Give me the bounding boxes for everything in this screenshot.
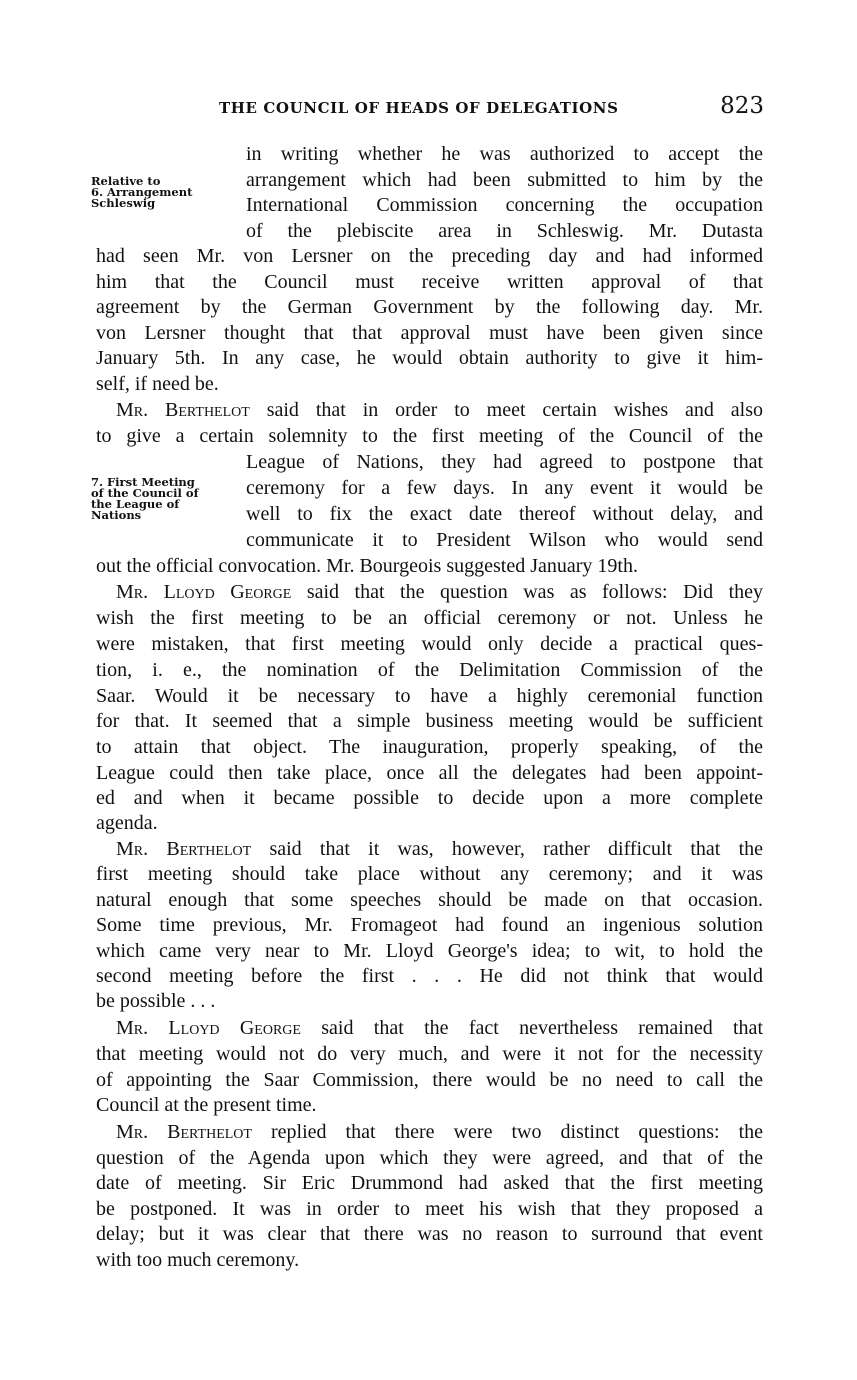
- margin-note-league-meeting: [91, 477, 241, 521]
- text-line: which came very near to Mr. Lloyd George's idea; to wit, to hold the: [96, 940, 763, 962]
- margin-note-line: 7. First Meeting: [91, 475, 195, 489]
- text-line: him that the Council must receive written approval of that: [96, 271, 763, 293]
- text-line: to give a certain solemnity to the first meeting of the Council of the: [96, 425, 763, 447]
- text-line: in writing whether he was authorized to accept the: [246, 143, 763, 165]
- text-line: ceremony for a few days. In any event it would be: [246, 477, 763, 499]
- text-fragment: said that in order to meet certain wishes and also: [266, 399, 764, 421]
- text-line: second meeting before the first . . . He did not think that would: [96, 965, 763, 987]
- margin-note-line: of the Council of: [91, 486, 199, 500]
- text-line: wish the first meeting to be an official ceremony or not. Unless he: [96, 607, 763, 629]
- text-line: for that. It seemed that a simple business meeting would be sufficient: [96, 710, 763, 732]
- text-line: of appointing the Saar Commission, there would be no need to call the: [96, 1069, 763, 1091]
- margin-note-line: Schleswig: [91, 196, 156, 210]
- text-line: [116, 1015, 763, 1041]
- text-line: first meeting should take place without any ceremony; and it was: [96, 863, 763, 885]
- running-head: THE COUNCIL OF HEADS OF DELEGATIONS: [219, 99, 619, 117]
- speaker-name: Mr. Berthelot: [116, 1121, 252, 1143]
- margin-note-schleswig: [91, 176, 241, 209]
- text-line: natural enough that some speeches should be made on that occasion.: [96, 889, 763, 911]
- text-line: out the official convocation. Mr. Bourgeois suggested January 19th.: [96, 555, 638, 577]
- text-line: League could then take place, once all the delegates had been appoint-: [96, 762, 763, 784]
- text-line: Some time previous, Mr. Fromageot had found an ingenious solution: [96, 914, 763, 936]
- text-line: that meeting would not do very much, and were it not for the necessity: [96, 1043, 763, 1065]
- text-line: of the plebiscite area in Schleswig. Mr. Dutasta: [246, 220, 763, 242]
- text-line: be possible . . .: [96, 990, 216, 1012]
- text-line: agreement by the German Government by the following day. Mr.: [96, 296, 763, 318]
- text-line: Council at the present time.: [96, 1094, 317, 1116]
- speaker-name: Mr. Lloyd George: [116, 1017, 301, 1039]
- text-line: date of meeting. Sir Eric Drummond had asked that the first meeting: [96, 1172, 763, 1194]
- text-fragment: said that the question was as follows: Did they: [306, 581, 763, 603]
- text-line: [116, 836, 763, 862]
- text-fragment: said that the fact nevertheless remained that: [321, 1017, 763, 1039]
- text-fragment: said that it was, however, rather difficult that the: [269, 838, 763, 860]
- text-line: League of Nations, they had agreed to postpone that: [246, 451, 763, 473]
- text-line: [116, 397, 763, 423]
- margin-note-line: Nations: [91, 508, 142, 522]
- text-line: International Commission concerning the occupation: [246, 194, 763, 216]
- text-line: arrangement which had been submitted to him by the: [246, 169, 763, 191]
- text-line: agenda.: [96, 812, 158, 834]
- text-line: be postponed. It was in order to meet his wish that they proposed a: [96, 1198, 763, 1220]
- margin-note-line: the League of: [91, 497, 180, 511]
- margin-note-line: Relative to: [91, 174, 161, 188]
- page-header: [96, 95, 764, 123]
- speaker-name: Mr. Berthelot: [116, 838, 252, 860]
- text-line: [116, 579, 763, 605]
- text-line: well to fix the exact date thereof without delay, and: [246, 503, 763, 525]
- text-line: were mistaken, that first meeting would only decide a practical ques-: [96, 633, 763, 655]
- text-line: self, if need be.: [96, 373, 219, 395]
- text-line: communicate it to President Wilson who would send: [246, 529, 763, 551]
- text-line: delay; but it was clear that there was no reason to surround that event: [96, 1223, 763, 1245]
- text-line: Saar. Would it be necessary to have a highly ceremonial function: [96, 685, 763, 707]
- text-line: tion, i. e., the nomination of the Delimitation Commission of the: [96, 659, 763, 681]
- speaker-name: Mr. Berthelot: [116, 399, 250, 421]
- text-line: had seen Mr. von Lersner on the preceding day and had informed: [96, 245, 763, 267]
- text-line: to attain that object. The inauguration, properly speaking, of the: [96, 736, 763, 758]
- text-line: question of the Agenda upon which they were agreed, and that of the: [96, 1147, 763, 1169]
- margin-note-line: 6. Arrangement: [91, 185, 193, 199]
- text-line: von Lersner thought that that approval must have been given since: [96, 322, 763, 344]
- text-line: January 5th. In any case, he would obtain authority to give it him-: [96, 347, 763, 369]
- text-line: [116, 1119, 763, 1145]
- text-line: with too much ceremony.: [96, 1249, 300, 1271]
- speaker-name: Mr. Lloyd George: [116, 581, 292, 603]
- text-line: ed and when it became possible to decide upon a more complete: [96, 787, 763, 809]
- text-fragment: replied that there were two distinct questions: the: [271, 1121, 763, 1143]
- page-number: 823: [720, 93, 764, 119]
